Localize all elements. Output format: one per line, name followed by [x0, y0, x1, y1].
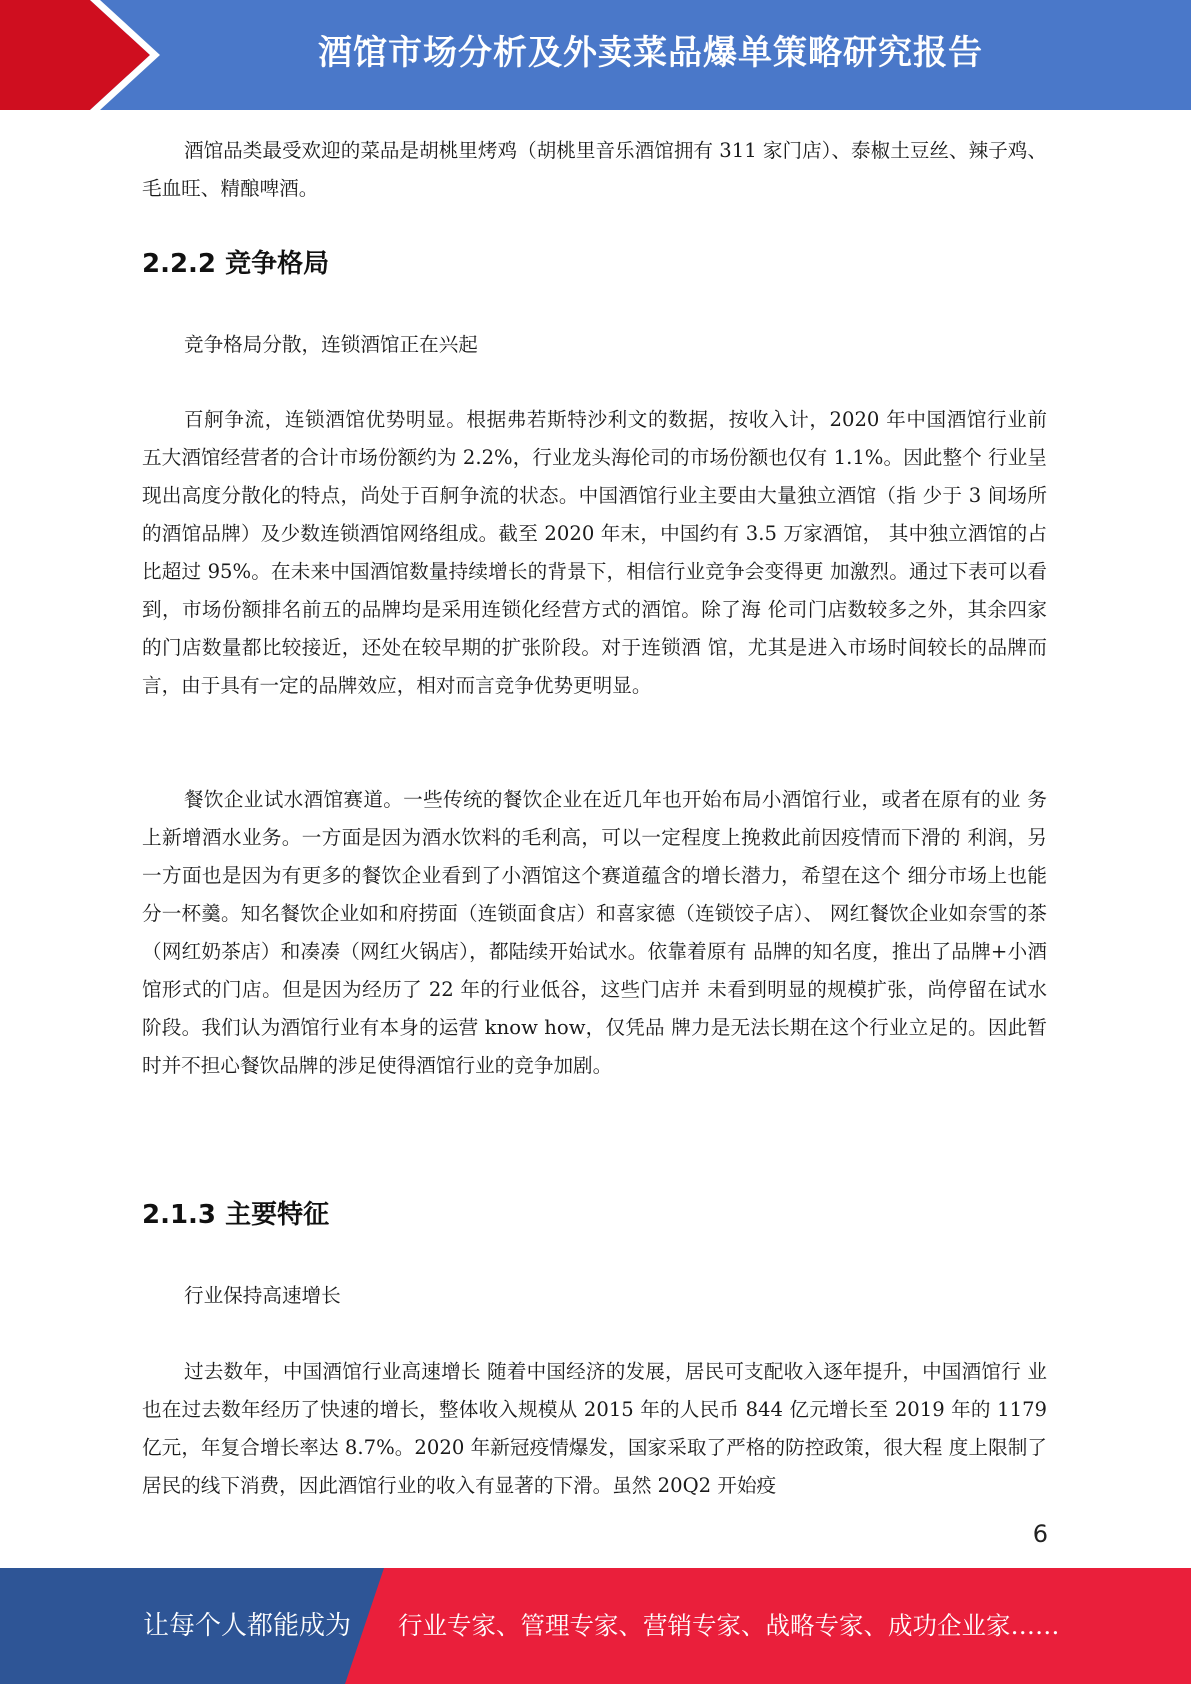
body-paragraph: 过去数年，中国酒馆行业高速增长 随着中国经济的发展，居民可支配收入逐年提升，中国酒馆行 业也在过去数年经历了快速的增长，整体收入规模从 2015 年的人民币 844 亿元增长至 2019 年的 1179 亿元，年复合增长率达 8.7%。2020 年新冠疫情爆发，国家采取了严格的防控政策，很大程 度上限制了居民的线下消费，因此酒馆行业的收入有显著的下滑。虽然 20Q2 开始疫 [142, 1360, 1047, 1497]
footer-slogan-left: 让每个人都能成为 [143, 1611, 352, 1641]
paragraph-popular-dishes [142, 132, 1047, 208]
heading-competition [142, 246, 1047, 282]
body-paragraph: 百舸争流，连锁酒馆优势明显。根据弗若斯特沙利文的数据，按收入计，2020 年中国酒馆行业前 五大酒馆经营者的合计市场份额约为 2.2%，行业龙头海伦司的市场份额也仅有 1.1%。因此整个 行业呈现出高度分散化的特点，尚处于百舸争流的状态。中国酒馆行业主要由大量独立酒馆（指 少于 3 间场所的酒馆品牌）及少数连锁酒馆网络组成。截至 2020 年末，中国约有 3.5 万家酒馆， 其中独立酒馆的占比超过 95%。在未来中国酒馆数量持续增长的背景下，相信行业竞争会变得更 加激烈。通过下表可以看到，市场份额排名前五的品牌均是采用连锁化经营方式的酒馆。除了海 伦司门店数较多之外，其余四家的门店数量都比较接近，还处在较早期的扩张阶段。对于连锁酒 馆，尤其是进入市场时间较长的品牌而言，由于具有一定的品牌效应，相对而言竞争优势更明显。 [142, 408, 1047, 697]
heading-features [142, 1197, 1047, 1233]
paragraph-growth [142, 1353, 1047, 1505]
header-arrow-red [0, 0, 150, 110]
paragraph-restaurants [142, 781, 1047, 1085]
page-footer [0, 1568, 1191, 1684]
body-paragraph: 酒馆品类最受欢迎的菜品是胡桃里烤鸡（胡桃里音乐酒馆拥有 311 家门店）、泰椒土豆丝、辣子鸡、毛血旺、精酿啤酒。 [142, 139, 1047, 200]
page-header [0, 0, 1191, 110]
paragraph-competition [142, 401, 1047, 705]
footer-slogan-right: 行业专家、管理专家、营销专家、战略专家、成功企业家…… [398, 1611, 1060, 1640]
section-heading: 2.2.2 竞争格局 [142, 249, 330, 279]
body-paragraph: 竞争格局分散，连锁酒馆正在兴起 [184, 333, 478, 356]
report-title: 酒馆市场分析及外卖菜品爆单策略研究报告 [318, 33, 983, 73]
subheading-features [142, 1277, 1047, 1315]
body-paragraph: 餐饮企业试水酒馆赛道。一些传统的餐饮企业在近几年也开始布局小酒馆行业，或者在原有的业 务上新增酒水业务。一方面是因为酒水饮料的毛利高，可以一定程度上挽救此前因疫情而下滑的 利润，另一方面也是因为有更多的餐饮企业看到了小酒馆这个赛道蕴含的增长潜力，希望在这个 细分市场上也能分一杯羹。知名餐饮企业如和府捞面（连锁面食店）和喜家德（连锁饺子店）、 网红餐饮企业如奈雪的茶（网红奶茶店）和凑凑（网红火锅店），都陆续开始试水。依靠着原有 品牌的知名度，推出了品牌+小酒馆形式的门店。但是因为经历了 22 年的行业低谷，这些门店并 未看到明显的规模扩张，尚停留在试水阶段。我们认为酒馆行业有本身的运营 know how，仅凭品 牌力是无法长期在这个行业立足的。因此暂时并不担心餐饮品牌的涉足使得酒馆行业的竞争加剧。 [142, 788, 1047, 1077]
subheading-competition [142, 326, 1047, 364]
page-number: 6 [1032, 1520, 1048, 1548]
body-paragraph: 行业保持高速增长 [184, 1284, 341, 1307]
section-heading: 2.1.3 主要特征 [142, 1200, 330, 1230]
